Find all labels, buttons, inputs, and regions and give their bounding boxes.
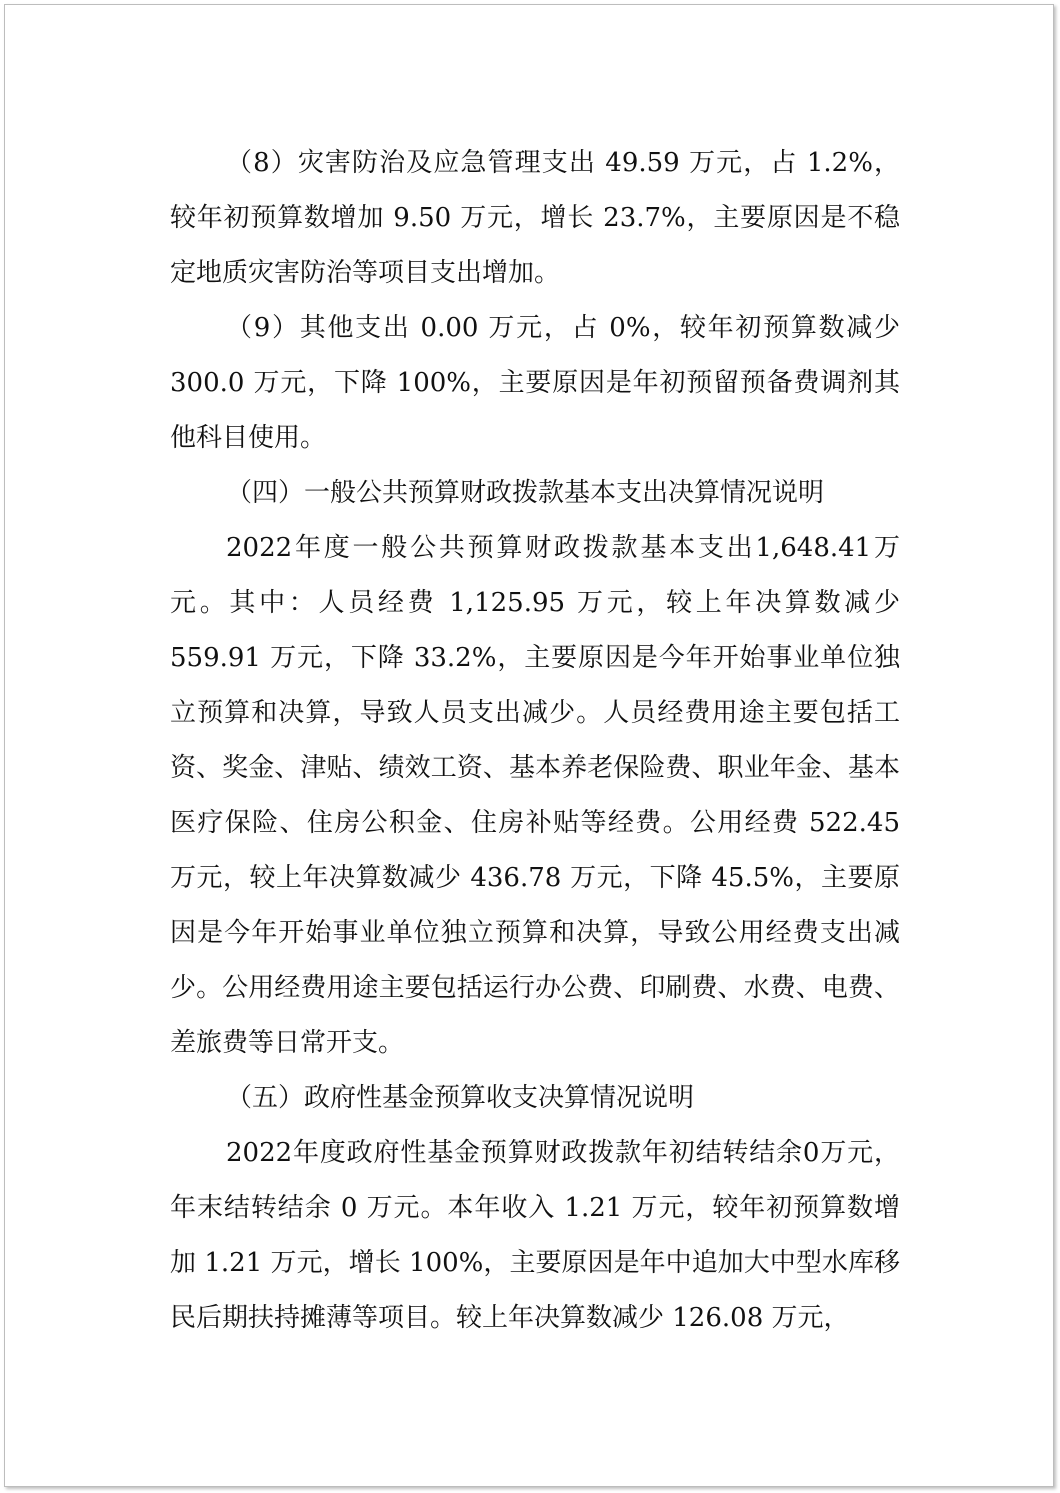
section-heading-government-fund: （五）政府性基金预算收支决算情况说明	[226, 1083, 695, 1113]
section-heading-basic-expenditure: （四）一般公共预算财政拨款基本支出决算情况说明	[226, 478, 825, 508]
paragraph-government-fund: 2022年度政府性基金预算财政拨款年初结转结余0万元，年末结转结余 0 万元。本年收入 1.21 万元，较年初预算数增加 1.21 万元，增长 100%，主要原因是年中追加大中型水库移民后期扶持摊薄等项目。较上年决算数减少 126.08 万元，	[170, 1138, 900, 1333]
document-page	[4, 4, 1054, 1487]
paragraph-other-expenditure: （9）其他支出 0.00 万元，占 0%，较年初预算数减少 300.0 万元，下降 100%，主要原因是年初预留预备费调剂其他科目使用。	[170, 313, 900, 453]
document-body	[170, 136, 900, 1346]
paragraph-basic-expenditure: 2022年度一般公共预算财政拨款基本支出1,648.41万元。其中：人员经费 1,125.95 万元，较上年决算数减少 559.91 万元，下降 33.2%，主要原因是今年开始事业单位独立预算和决算，导致人员支出减少。人员经费用途主要包括工资、奖金、津贴、绩效工资、基本养老保险费、职业年金、基本医疗保险、住房公积金、住房补贴等经费。公用经费 522.45 万元，较上年决算数减少 436.78 万元，下降 45.5%，主要原因是今年开始事业单位独立预算和决算，导致公用经费支出减少。公用经费用途主要包括运行办公费、印刷费、水费、电费、差旅费等日常开支。	[170, 533, 900, 1058]
paragraph-disaster-prevention: （8）灾害防治及应急管理支出 49.59 万元，占 1.2%，较年初预算数增加 9.50 万元，增长 23.7%，主要原因是不稳定地质灾害防治等项目支出增加。	[170, 148, 900, 288]
